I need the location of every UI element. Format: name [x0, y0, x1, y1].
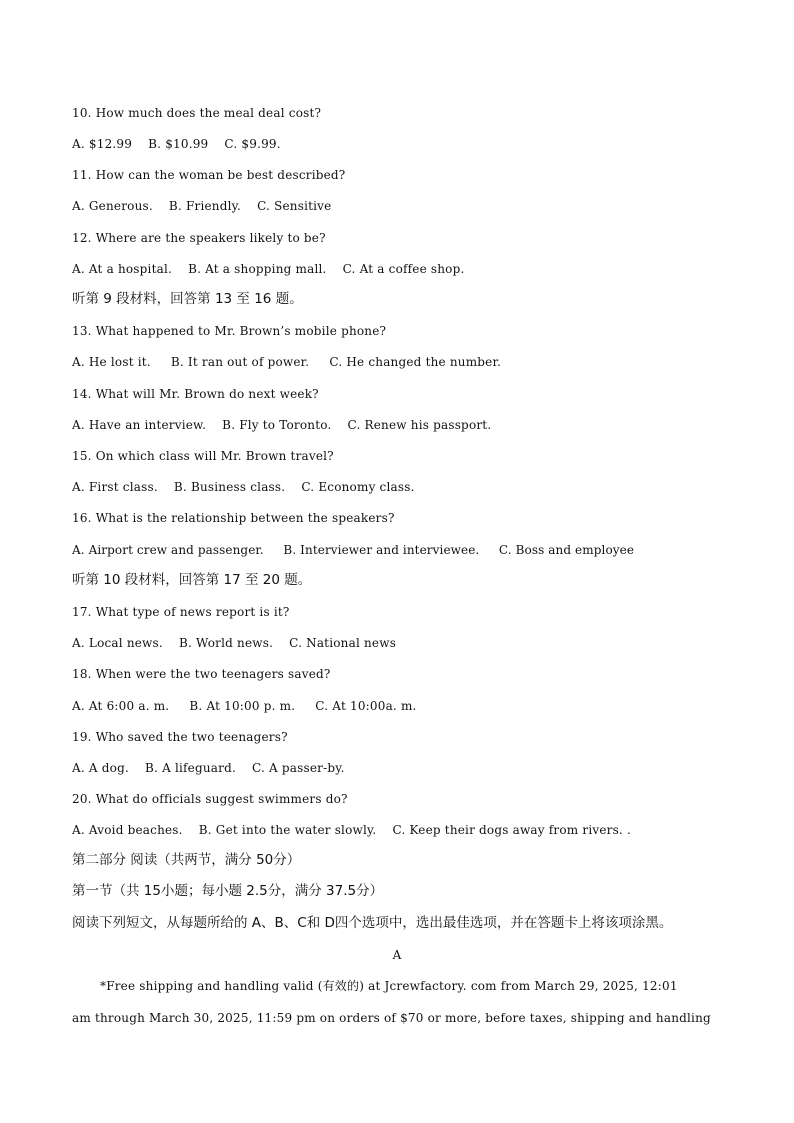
passage-label: A [392, 948, 402, 962]
options-14: A. Have an interview. B. Fly to Toronto. C. Renew his passport. [72, 418, 492, 432]
options-13: A. He lost it. B. It ran out of power. C. He changed the number. [72, 355, 502, 369]
question-11: 11. How can the woman be best described? [72, 168, 346, 182]
question-14: 14. What will Mr. Brown do next week? [72, 387, 319, 401]
question-19: 19. Who saved the two teenagers? [72, 730, 288, 744]
part-two-heading: 第二部分 阅读（共两节，满分 50分） [72, 852, 301, 868]
question-20: 20. What do officials suggest swimmers do? [72, 792, 348, 806]
question-12: 12. Where are the speakers likely to be? [72, 231, 326, 245]
question-10: 10. How much does the meal deal cost? [72, 106, 322, 120]
section-instruction-9: 听第 9 段材料，回答第 13 至 16 题。 [72, 291, 303, 307]
options-17: A. Local news. B. World news. C. National news [72, 636, 397, 650]
options-16: A. Airport crew and passenger. B. Interviewer and interviewee. C. Boss and employee [72, 543, 635, 557]
options-10: A. $12.99 B. $10.99 C. $9.99. [72, 137, 281, 151]
options-20: A. Avoid beaches. B. Get into the water slowly. C. Keep their dogs away from rivers. . [72, 823, 631, 837]
reading-instruction: 阅读下列短文，从每题所给的 A、B、C和 D四个选项中，选出最佳选项，并在答题卡上将该项涂黑。 [72, 915, 673, 931]
question-13: 13. What happened to Mr. Brown’s mobile phone? [72, 324, 387, 338]
question-16: 16. What is the relationship between the speakers? [72, 511, 395, 525]
section-instruction-10: 听第 10 段材料，回答第 17 至 20 题。 [72, 572, 312, 588]
options-12: A. At a hospital. B. At a shopping mall. C. At a coffee shop. [72, 262, 465, 276]
options-15: A. First class. B. Business class. C. Economy class. [72, 480, 415, 494]
passage-line-1: *Free shipping and handling valid (有效的) at Jcrewfactory. com from March 29, 2025, 12:01 [100, 979, 678, 993]
passage-line-2: am through March 30, 2025, 11:59 pm on orders of $70 or more, before taxes, shipping and handling [72, 1011, 711, 1025]
options-11: A. Generous. B. Friendly. C. Sensitive [72, 199, 332, 213]
question-18: 18. When were the two teenagers saved? [72, 667, 331, 681]
options-18: A. At 6:00 a. m. B. At 10:00 p. m. C. At 10:00a. m. [72, 699, 417, 713]
question-15: 15. On which class will Mr. Brown travel? [72, 449, 334, 463]
question-17: 17. What type of news report is it? [72, 605, 290, 619]
options-19: A. A dog. B. A lifeguard. C. A passer-by. [72, 761, 345, 775]
section-one-heading: 第一节（共 15小题；每小题 2.5分，满分 37.5分） [72, 883, 384, 899]
